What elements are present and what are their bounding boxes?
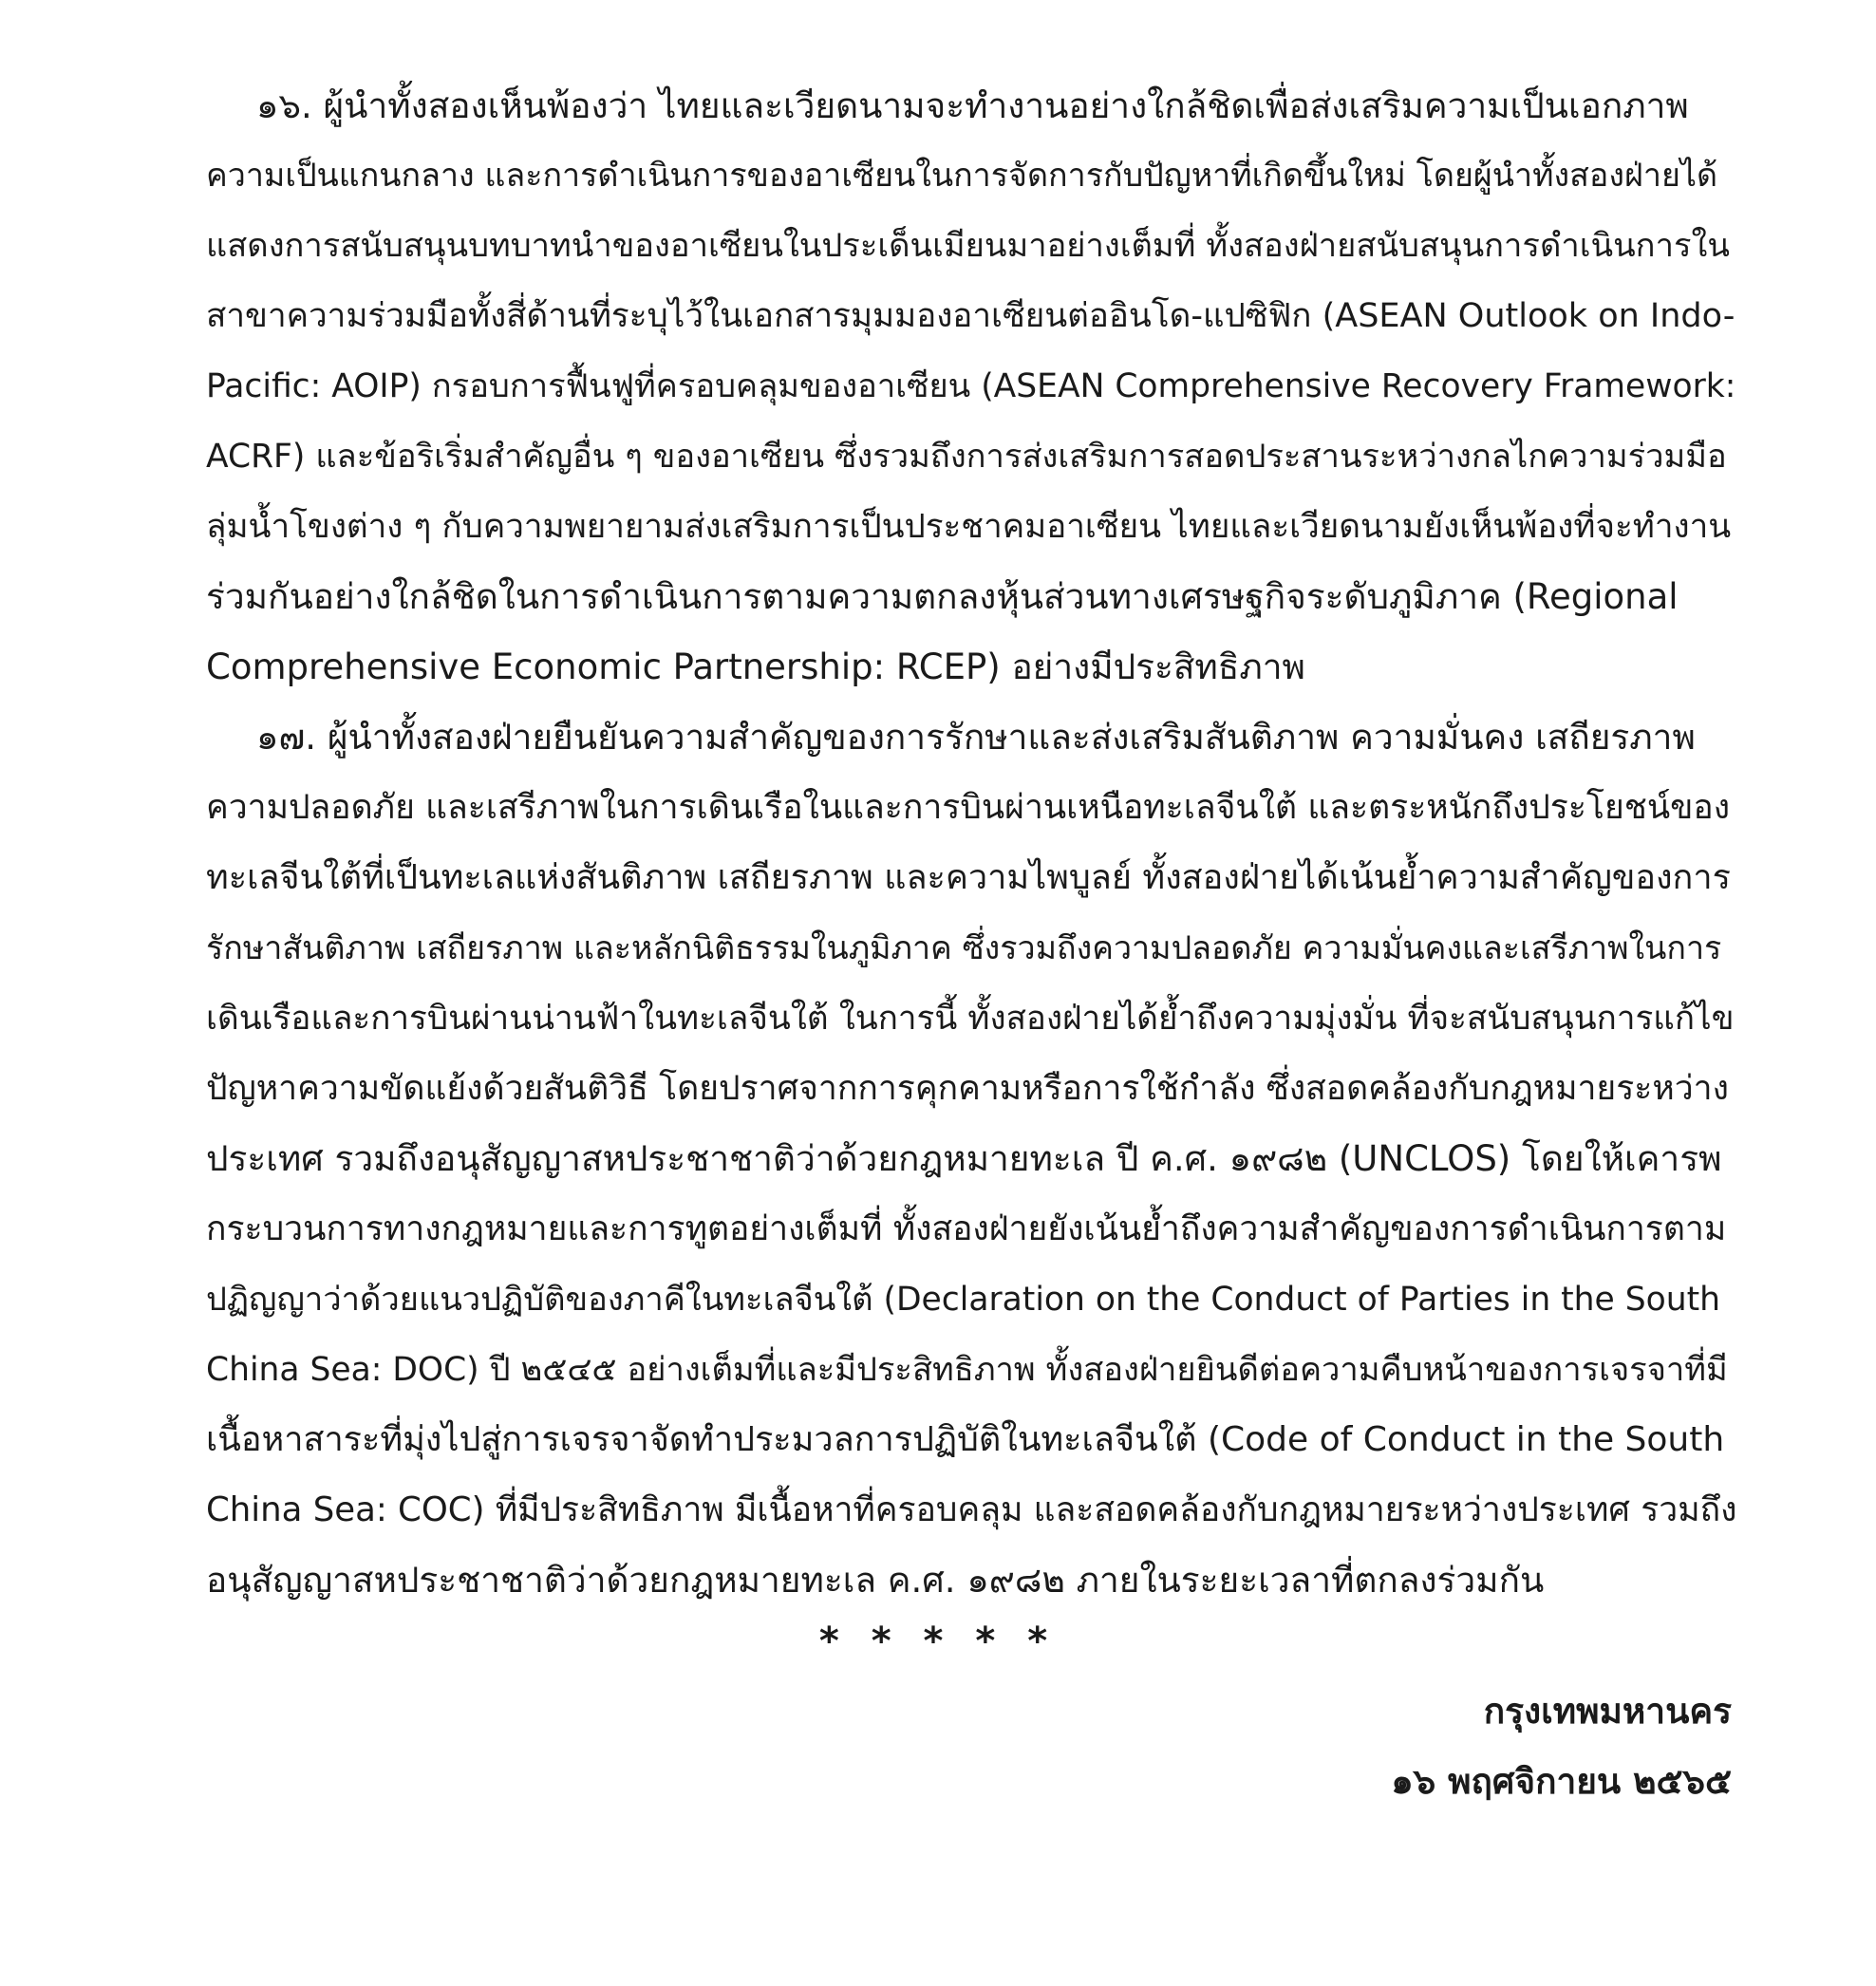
- paragraph-16-line-8: ร่วมกันอย่างใกล้ชิดในการดำเนินการตามความตกลงหุ้นส่วนทางเศรษฐกิจระดับภูมิภาค (Regional: [206, 576, 1679, 617]
- paragraph-16-line-3: แสดงการสนับสนุนบทบาทนำของอาเซียนในประเด็นเมียนมาอย่างเต็มที่ ทั้งสองฝ่ายสนับสนุนการดำเนินการใน: [206, 227, 1730, 265]
- paragraph-17-line-2: ความปลอดภัย และเสรีภาพในการเดินเรือในและการบินผ่านเหนือทะเลจีนใต้ และตระหนักถึงประโยชน์ของ: [206, 788, 1731, 827]
- paragraph-16-line-9: Comprehensive Economic Partnership: RCEP) อย่างมีประสิทธิภาพ: [206, 646, 1305, 687]
- paragraph-17-line-9: ปฏิญญาว่าด้วยแนวปฏิบัติของภาคีในทะเลจีนใต้ (Declaration on the Conduct of Parties in the South: [206, 1281, 1721, 1319]
- paragraph-17-line-11: เนื้อหาสาระที่มุ่งไปสู่การเจรจาจัดทำประมวลการปฏิบัติในทะเลจีนใต้ (Code of Conduct in the South: [206, 1420, 1725, 1459]
- paragraph-16-line-2: ความเป็นแกนกลาง และการดำเนินการของอาเซียนในการจัดการกับปัญหาที่เกิดขึ้นใหม่ โดยผู้นำทั้งสองฝ่ายได้: [206, 157, 1718, 195]
- paragraph-16-line-7: ลุ่มน้ำโขงต่าง ๆ กับความพยายามส่งเสริมการเป็นประชาคมอาเซียน ไทยและเวียดนามยังเห็นพ้องที่จะทำงาน: [206, 508, 1732, 546]
- paragraph-17-line-12: China Sea: COC) ที่มีประสิทธิภาพ มีเนื้อหาที่ครอบคลุม และสอดคล้องกับกฎหมายระหว่างประเทศ รวมถึง: [206, 1490, 1737, 1529]
- paragraph-16-line-1: ๑๖. ผู้นำทั้งสองเห็นพ้องว่า ไทยและเวียดนามจะทำงานอย่างใกล้ชิดเพื่อส่งเสริมความเป็นเอกภาพ: [256, 85, 1689, 126]
- paragraph-17-line-3: ทะเลจีนใต้ที่เป็นทะเลแห่งสันติภาพ เสถียรภาพ และความไพบูลย์ ทั้งสองฝ่ายได้เน้นย้ำความสำคัญของการ: [206, 858, 1731, 897]
- paragraph-16-line-4: สาขาความร่วมมือทั้งสี่ด้านที่ระบุไว้ในเอกสารมุมมองอาเซียนต่ออินโด-แปซิฟิก (ASEAN Outlook on Indo-: [206, 297, 1735, 335]
- paragraph-17-line-4: รักษาสันติภาพ เสถียรภาพ และหลักนิติธรรมในภูมิภาค ซึ่งรวมถึงความปลอดภัย ความมั่นคงและเสรีภาพในการ: [206, 929, 1722, 967]
- paragraph-17-line-5: เดินเรือและการบินผ่านน่านฟ้าในทะเลจีนใต้ ในการนี้ ทั้งสองฝ่ายได้ย้ำถึงความมุ่งมั่น ที่จะสนับสนุนการแก้ไข: [206, 1000, 1735, 1038]
- paragraph-17-line-7: ประเทศ รวมถึงอนุสัญญาสหประชาชาติว่าด้วยกฎหมายทะเล ปี ค.ศ. ๑๙๘๒ (UNCLOS) โดยให้เคารพ: [206, 1138, 1722, 1179]
- paragraph-17-line-1: ๑๗. ผู้นำทั้งสองฝ่ายยืนยันความสำคัญของการรักษาและส่งเสริมสันติภาพ ความมั่นคง เสถียรภาพ: [256, 717, 1696, 758]
- document-date: ๑๖ พฤศจิกายน ๒๕๖๕: [1391, 1761, 1732, 1802]
- paragraph-16-line-5: Pacific: AOIP) กรอบการฟื้นฟูที่ครอบคลุมของอาเซียน (ASEAN Comprehensive Recovery Framework:: [206, 367, 1736, 405]
- paragraph-17-line-13: อนุสัญญาสหประชาชาติว่าด้วยกฎหมายทะเล ค.ศ. ๑๙๘๒ ภายในระยะเวลาที่ตกลงร่วมกัน: [206, 1560, 1545, 1601]
- paragraph-16-line-6: ACRF) และข้อริเริ่มสำคัญอื่น ๆ ของอาเซียน ซึ่งรวมถึงการส่งเสริมการสอดประสานระหว่างกลไกความร่วมมือ: [206, 438, 1727, 476]
- paragraph-17-line-8: กระบวนการทางกฎหมายและการทูตอย่างเต็มที่ ทั้งสองฝ่ายยังเน้นย้ำถึงความสำคัญของการดำเนินการตาม: [206, 1209, 1727, 1248]
- place-name: กรุงเทพมหานคร: [1483, 1691, 1732, 1732]
- paragraph-17-line-6: ปัญหาความขัดแย้งด้วยสันติวิธี โดยปราศจากการคุกคามหรือการใช้กำลัง ซึ่งสอดคล้องกับกฎหมายระหว่าง: [206, 1069, 1729, 1108]
- section-separator: * * * * *: [818, 1620, 1058, 1663]
- paragraph-17-line-10: China Sea: DOC) ปี ๒๕๔๕ อย่างเต็มที่และมีประสิทธิภาพ ทั้งสองฝ่ายยินดีต่อความคืบหน้าของการเจรจาที่มี: [206, 1351, 1728, 1389]
